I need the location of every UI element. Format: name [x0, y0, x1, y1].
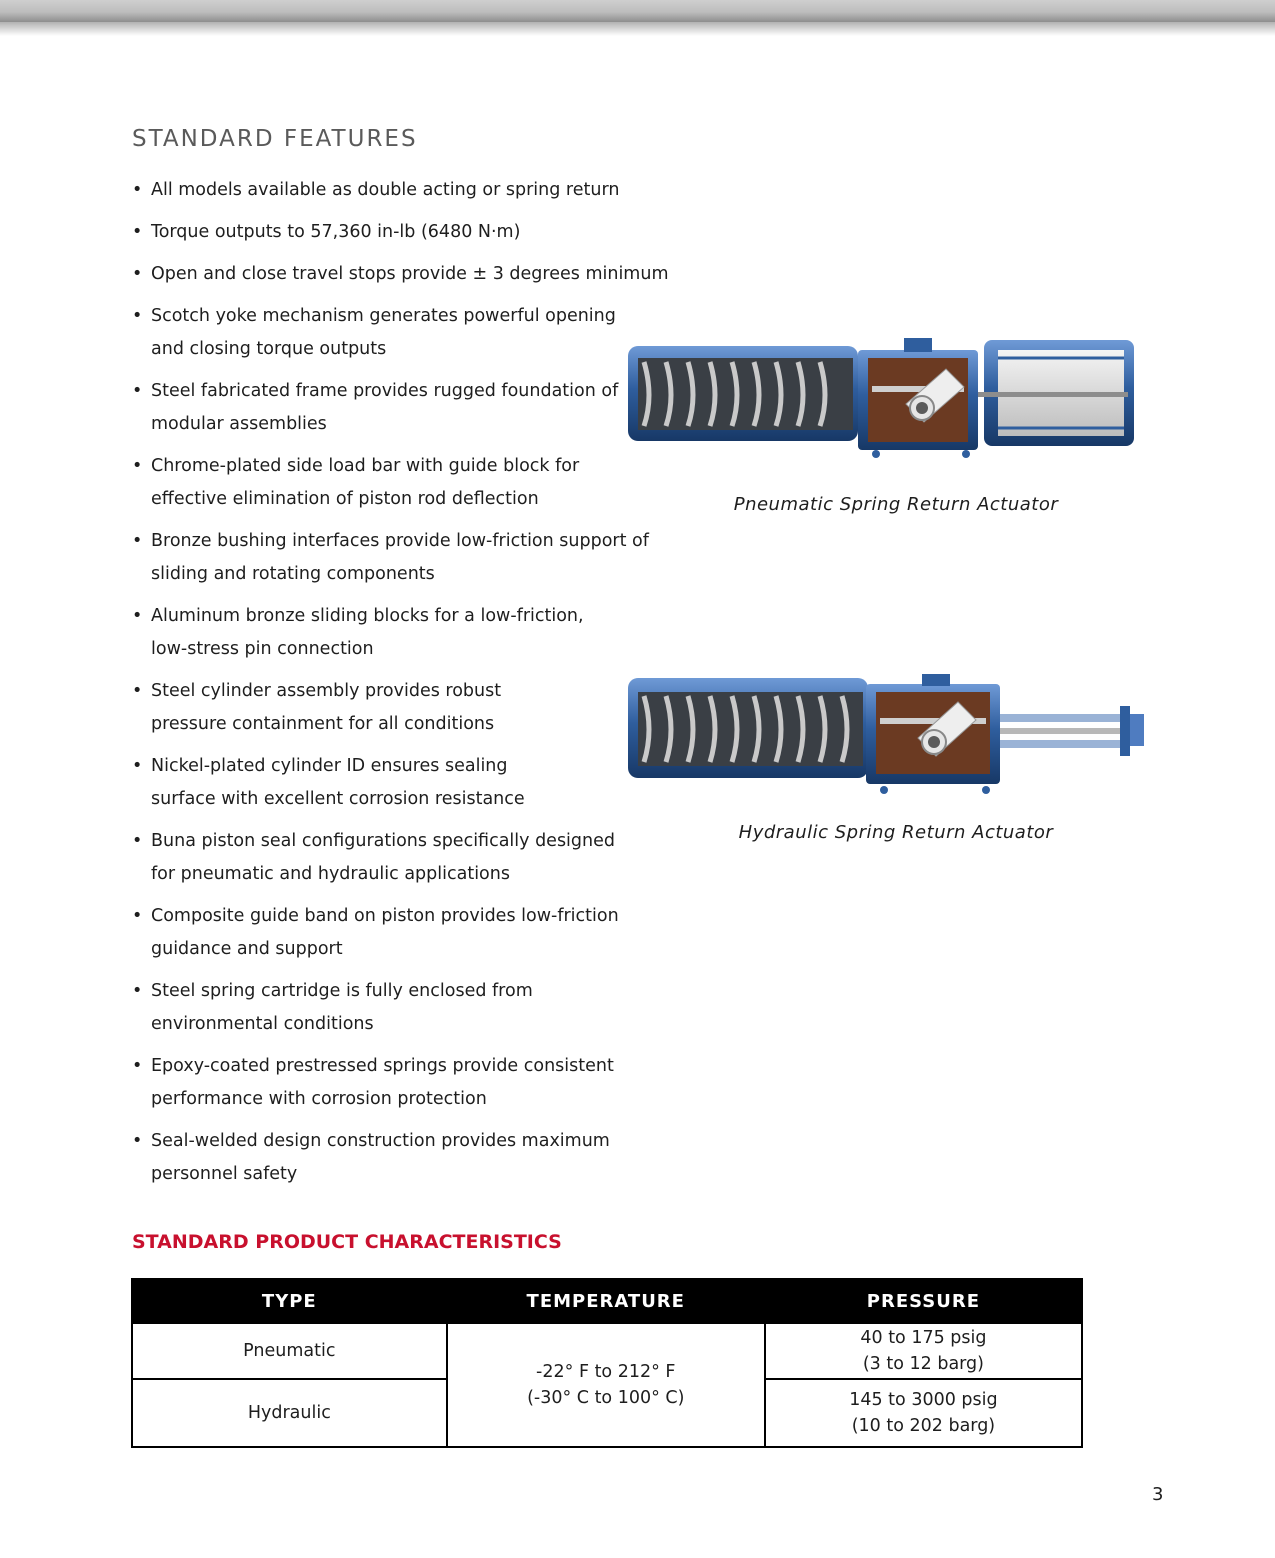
table-header-row	[132, 1279, 1082, 1323]
cell-pressure	[765, 1323, 1082, 1379]
bullet: •	[132, 681, 143, 701]
hydraulic-actuator-image	[626, 674, 1146, 802]
pressure-psig: 145 to 3000 psig	[849, 1390, 998, 1410]
list-item	[132, 216, 691, 249]
bullet: •	[132, 606, 143, 626]
pressure-psig: 40 to 175 psig	[860, 1328, 987, 1348]
bullet: •	[132, 222, 143, 242]
temperature-c: (-30° C to 100° C)	[527, 1388, 685, 1408]
feature-text: Steel cylinder assembly provides robust pressure containment for all conditions	[151, 681, 502, 734]
page-number: 3	[1152, 1484, 1164, 1505]
bullet: •	[132, 1056, 143, 1076]
cell-pressure	[765, 1379, 1082, 1447]
header-type: TYPE	[132, 1279, 447, 1323]
bullet: •	[132, 531, 143, 551]
pneumatic-actuator-image	[626, 336, 1146, 461]
feature-text: Steel fabricated frame provides rugged foundation of modular assemblies	[151, 381, 619, 434]
list-item	[132, 525, 691, 591]
list-item	[132, 600, 621, 666]
feature-text: Bronze bushing interfaces provide low-friction support of sliding and rotating components	[151, 531, 649, 584]
list-item	[132, 825, 621, 891]
feature-text: Epoxy-coated prestressed springs provide consistent performance with corrosion protection	[151, 1056, 614, 1109]
list-item	[132, 300, 621, 366]
pressure-barg: (10 to 202 barg)	[851, 1416, 996, 1436]
feature-text: Composite guide band on piston provides low-friction guidance and support	[151, 906, 619, 959]
bullet: •	[132, 381, 143, 401]
characteristics-table	[131, 1278, 1083, 1448]
section-title: STANDARD FEATURES	[132, 126, 418, 152]
list-item	[132, 1050, 621, 1116]
cell-temperature	[447, 1323, 765, 1447]
feature-text: Open and close travel stops provide ± 3 degrees minimum	[151, 264, 669, 284]
bullet: •	[132, 1131, 143, 1151]
list-item	[132, 375, 621, 441]
temperature-f: -22° F to 212° F	[536, 1362, 676, 1382]
feature-text: Nickel-plated cylinder ID ensures sealing surface with excellent corrosion resistance	[151, 756, 525, 809]
feature-text: Aluminum bronze sliding blocks for a low-friction, low-stress pin connection	[151, 606, 584, 659]
bullet: •	[132, 756, 143, 776]
list-item	[132, 258, 691, 291]
list-item	[132, 450, 581, 516]
feature-text: All models available as double acting or spring return	[151, 180, 620, 200]
features-list	[132, 174, 692, 1200]
feature-text: Buna piston seal configurations specifically designed for pneumatic and hydraulic applications	[151, 831, 615, 884]
feature-text: Steel spring cartridge is fully enclosed from environmental conditions	[151, 981, 533, 1034]
bullet: •	[132, 180, 143, 200]
pressure-barg: (3 to 12 barg)	[862, 1354, 984, 1374]
bullet: •	[132, 264, 143, 284]
hydraulic-caption: Hydraulic Spring Return Actuator	[738, 822, 1054, 843]
bullet: •	[132, 981, 143, 1001]
cell-type: Pneumatic	[132, 1323, 447, 1379]
feature-text: Chrome-plated side load bar with guide block for effective elimination of piston rod deflection	[151, 456, 580, 509]
table-row	[132, 1323, 1082, 1379]
list-item	[132, 1125, 621, 1191]
header-shadow	[0, 22, 1275, 36]
header-pressure: PRESSURE	[765, 1279, 1082, 1323]
header-bar	[0, 0, 1275, 22]
list-item	[132, 750, 551, 816]
bullet: •	[132, 456, 143, 476]
bullet: •	[132, 306, 143, 326]
list-item	[132, 174, 691, 207]
feature-text: Seal-welded design construction provides maximum personnel safety	[151, 1131, 610, 1184]
list-item	[132, 675, 581, 741]
characteristics-title: STANDARD PRODUCT CHARACTERISTICS	[132, 1231, 562, 1253]
feature-text: Scotch yoke mechanism generates powerful opening and closing torque outputs	[151, 306, 616, 359]
cell-type: Hydraulic	[132, 1379, 447, 1447]
list-item	[132, 975, 551, 1041]
bullet: •	[132, 906, 143, 926]
pneumatic-caption: Pneumatic Spring Return Actuator	[733, 494, 1059, 515]
header-temperature: TEMPERATURE	[447, 1279, 765, 1323]
bullet: •	[132, 831, 143, 851]
list-item	[132, 900, 621, 966]
feature-text: Torque outputs to 57,360 in-lb (6480 N·m)	[151, 222, 521, 242]
